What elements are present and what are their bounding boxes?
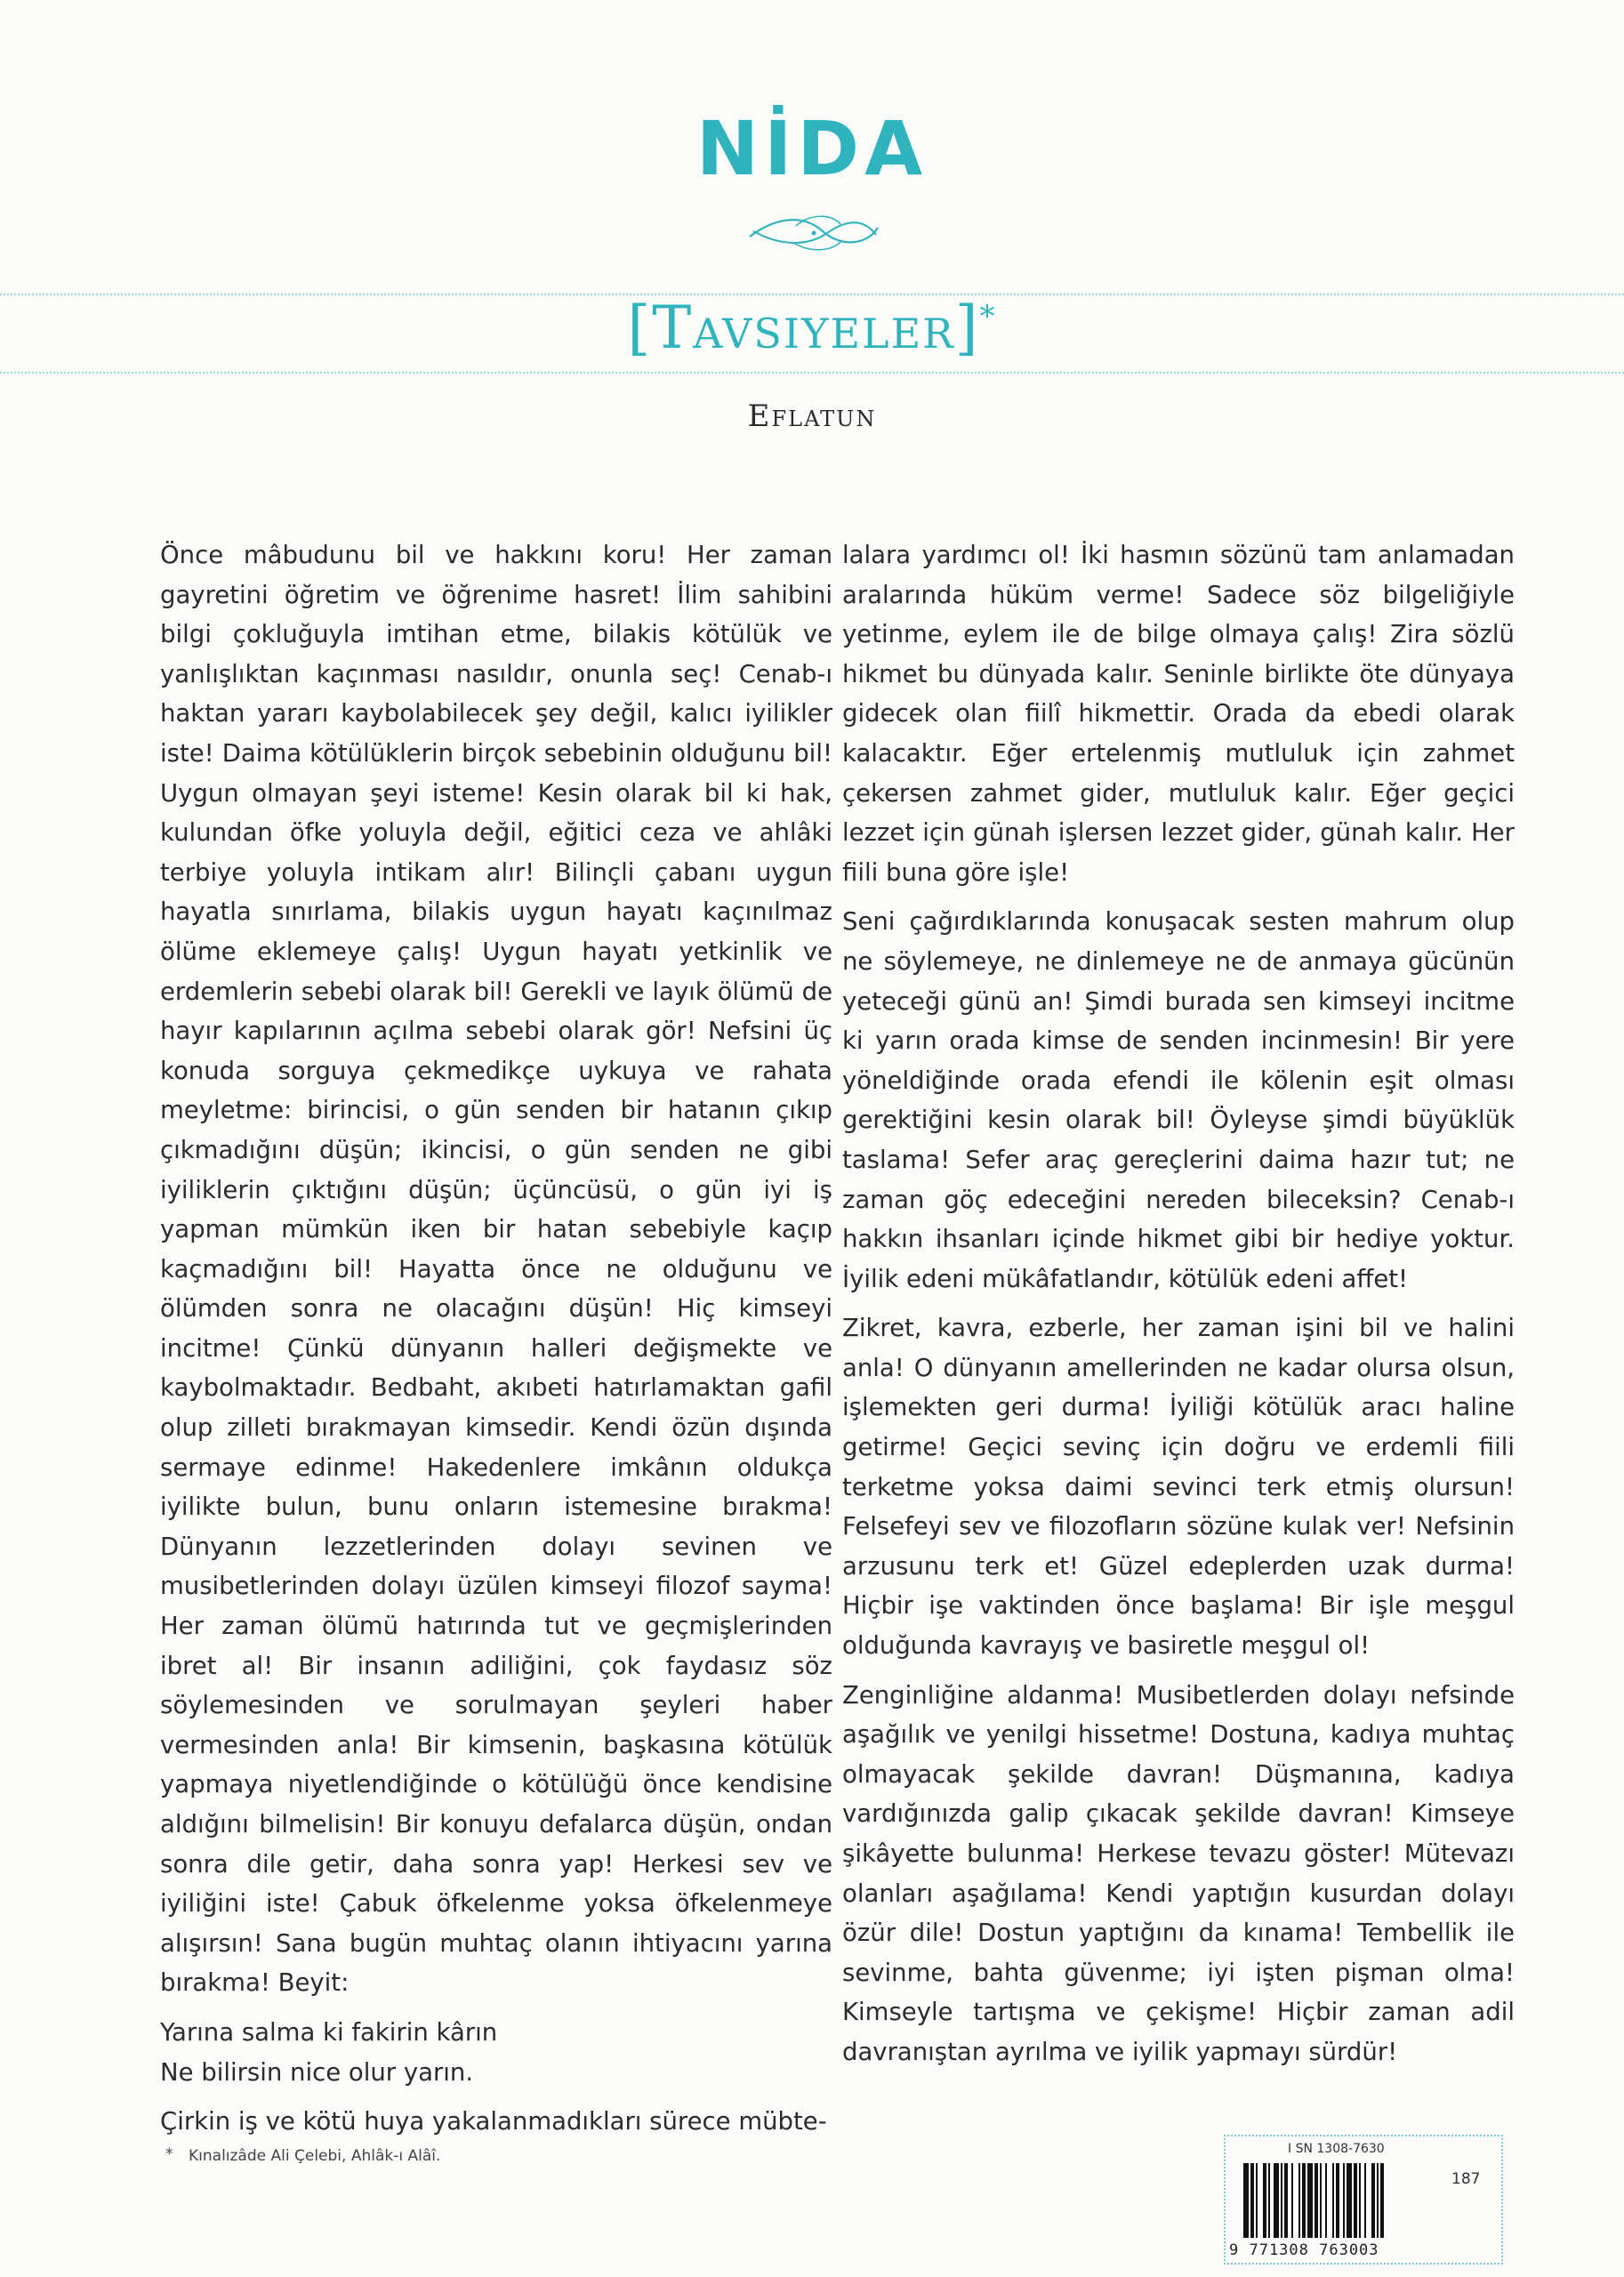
title-footnote-marker: * <box>979 299 997 334</box>
issue-label: 187 <box>1451 2170 1481 2188</box>
barcode <box>1224 2135 1503 2265</box>
right-paragraph-1: lalara yardımcı ol! İki hasmın sözünü tam anlamadan aralarında hüküm verme! Sadece söz bilgeliğiyle yetinme, eylem ile de bilge olmaya çalış! Zira sözlü hikmet bu dünyada kalır. Seninle birlikte öte dünyaya gidecek olan fiilî hikmettir. Orada da ebedi olarak kalacaktır. Eğer ertelenmiş mutluluk için zahmet çekersen zahmet gider, mutluluk kalır. Eğer geçici lezzet için günah işlersen lezzet gider, günah kalır. Her fiili buna göre işle! <box>842 541 1515 887</box>
right-column <box>842 535 1515 2082</box>
issn-label: I SN 1308-7630 <box>1288 2142 1385 2156</box>
left-paragraph-2: Çirkin iş ve kötü huya yakalanmadıkları sürece mübte- <box>160 2107 827 2136</box>
divider-bottom <box>0 372 1624 374</box>
verse <box>160 2013 832 2092</box>
left-column <box>160 535 832 2152</box>
flourish-ornament-icon <box>743 206 885 260</box>
right-paragraph-4: Zenginliğine aldanma! Musibetlerden dolayı nefsinde aşağılık ve yenilgi hissetme! Dostuna, kadıya muhtaç olmayacak şekilde davran! Düşmanına, kadıya vardığınızda galip çıkacak şekilde davran! Kimseye şikâyette bulunma! Herkese tevazu göster! Mütevazı olanları aşağılama! Kendi yaptığın kusurdan dolayı özür dile! Dostun yaptığını da kınama! Tembellik ile sevinme, bahta güvenme; iyi işten pişman olma! Kimseyle tartışma ve çekişme! Hiçbir zaman adil davranıştan ayrılma ve iyilik yapmayı sürdür! <box>842 1680 1515 2066</box>
magazine-name: NİDA <box>695 105 929 192</box>
author: Eflatun <box>747 398 877 434</box>
article-title: [Tavsiyeler]* <box>627 294 997 362</box>
barcode-number: 9 771308 763003 <box>1229 2241 1379 2259</box>
left-paragraph-1: Önce mâbudunu bil ve hakkını koru! Her zaman gayretini öğretim ve öğrenime hasret! İlim sahibini bilgi çokluğuyla imtihan etme, bilakis kötülük ve yanlışlıktan kaçınması nasıldır, onunla seç! Cenab-ı haktan yararı kaybolabilecek şey değil, kalıcı iyilikler iste! Daima kötülüklerin birçok sebebinin olduğunu bil! Uygun olmayan şeyi isteme! Kesin olarak bil ki hak, kulundan öfke yoluyla değil, eğitici ceza ve ahlâki terbiye yoluyla intikam alır! Bilinçli çabanı uygun hayatla sınırlama, bilakis uygun hayatı kaçınılmaz ölüme eklemeye çalış! Uygun hayatı yetkinlik ve erdemlerin sebebi olarak bil! Gerekli ve layık ölümü de hayır kapılarının açılma sebebi olarak gör! Nefsini üç konuda sorguya çekmedikçe uykuya ve rahata meyletme: birincisi, o gün senden bir hatanın çıkıp çıkmadığını düşün; ikincisi, o gün senden ne gibi iyiliklerin çıktığını düşün; üçüncüsü, o gün iyi iş yapman mümkün iken bir hatan sebebiyle kaçıp kaçmadığını bil! Hayatta önce ne olduğunu ve ölümden sonra ne olacağını düşün! Hiç kimseyi incitme! Çünkü dünyanın halleri değişmekte ve kaybolmaktadır. Bedbaht, akıbeti hatırlamaktan gafil olup zilleti bırakmayan kimsedir. Kendi özün dışında sermaye edinme! Hakedenlere imkânın oldukça iyilikte bulun, bunu onların istemesine bırakma! Dünyanın lezzetlerinden dolayı sevinen ve musibetlerinden dolayı üzülen kimseyi filozof sayma! Her zaman ölümü hatırında tut ve geçmişlerinden ibret al! Bir insanın adiliğini, çok faydasız söz söylemesinden ve sorulmayan şeyleri haber vermesinden anla! Bir kimsenin, başkasına kötülük yapmaya niyetlendiğinde o kötülüğü önce kendisine aldığını bilmelisin! Bir konuyu defalarca düşün, ondan sonra dile getir, daha sonra yap! Herkesi sev ve iyiliğini iste! Çabuk öfkelenme yoksa öfkelenmeye alışırsın! Sana bugün muhtaç olanın ihtiyacını yarına bırakma! Beyit: <box>160 541 832 1998</box>
footnote-marker: * <box>165 2145 173 2163</box>
verse-line-2: Ne bilirsin nice olur yarın. <box>160 2057 474 2087</box>
footnote <box>165 2145 441 2165</box>
barcode-bars-icon <box>1242 2163 1446 2241</box>
verse-line-1: Yarına salma ki fakirin kârın <box>160 2017 498 2047</box>
footnote-text: Kınalızâde Ali Çelebi, Ahlâk-ı Alâî. <box>189 2147 441 2165</box>
right-paragraph-2: Seni çağırdıklarında konuşacak sesten mahrum olup ne söylemeye, ne dinlemeye ne de anmaya gücünün yeteceği günü an! Şimdi burada sen kimseyi incitme ki yarın orada kimse de senden incinmesin! Bir yere yöneldiğinde orada efendi ile kölenin eşit olması gerektiğini kesin olarak bil! Öyleyse şimdi büyüklük taslama! Sefer araç gereçlerini daima hazır tut; ne zaman göç edeceğini nereden bileceksin? Cenab-ı hakkın ihsanları içinde hikmet gibi bir hediye yoktur. İyilik edeni mükâfatlandır, kötülük edeni affet! <box>842 907 1515 1293</box>
right-paragraph-3: Zikret, kavra, ezberle, her zaman işini bil ve halini anla! O dünyanın amellerinden ne kadar olursa olsun, işlemekten geri durma! İyiliği kötülük aracı haline getirme! Geçici sevinç için doğru ve erdemli fiili terketme yoksa daimi sevinci terk etmiş olursun! Felsefeyi sev ve filozofların sözüne kulak ver! Nefsinin arzusunu terk et! Güzel edeplerden uzak durma! Hiçbir işe vaktinden önce başlama! Bir işle meşgul olduğunda kavrayış ve basiretle meşgul ol! <box>842 1314 1515 1661</box>
